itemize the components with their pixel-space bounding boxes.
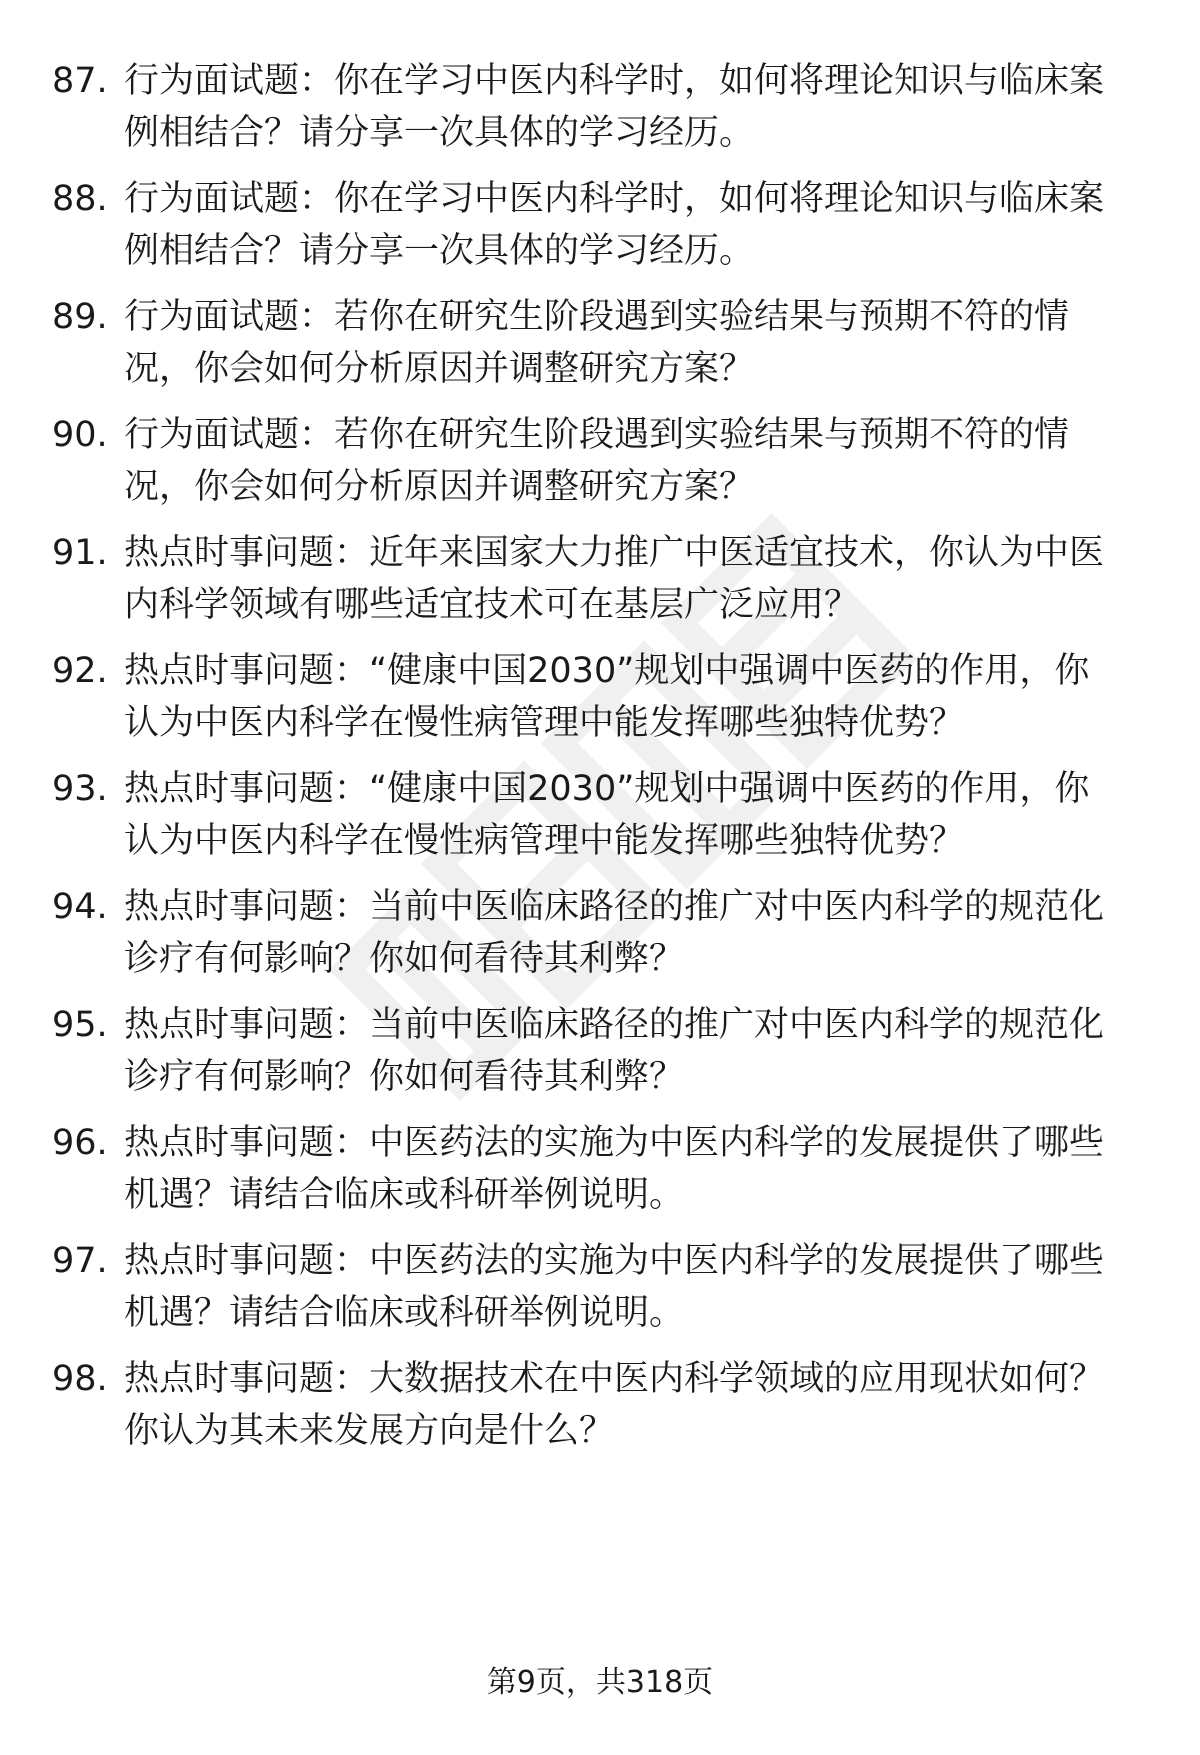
question-text-line: 况，你会如何分析原因并调整研究方案？ [124,467,755,507]
question-number: 95. [52,1005,108,1045]
question-text-line: 诊疗有何影响？你如何看待其利弊？ [124,939,685,979]
question-text-line: 内科学领域有哪些适宜技术可在基层广泛应用？ [124,585,860,625]
question-text [124,1235,1134,1339]
question-text [124,999,1134,1103]
question-text [124,173,1134,277]
question-text-line: 机遇？请结合临床或科研举例说明。 [124,1293,685,1333]
question-text-line: 认为中医内科学在慢性病管理中能发挥哪些独特优势？ [124,703,965,743]
question-text-line: 诊疗有何影响？你如何看待其利弊？ [124,1057,685,1097]
question-text-line: 行为面试题：若你在研究生阶段遇到实验结果与预期不符的情 [124,415,1070,455]
question-text-line: 你认为其未来发展方向是什么？ [124,1411,615,1451]
question-number: 88. [52,179,108,219]
question-text [124,763,1134,867]
question-text [124,1353,1134,1457]
question-text-line: 例相结合？请分享一次具体的学习经历。 [124,113,755,153]
question-number: 90. [52,415,108,455]
question-number: 98. [52,1359,108,1399]
question-text-line: 热点时事问题：中医药法的实施为中医内科学的发展提供了哪些 [124,1241,1105,1281]
question-number: 96. [52,1123,108,1163]
question-text-line: 热点时事问题：近年来国家大力推广中医适宜技术，你认为中医 [124,533,1105,573]
question-text-line: 认为中医内科学在慢性病管理中能发挥哪些独特优势？ [124,821,965,861]
question-text-line: 行为面试题：若你在研究生阶段遇到实验结果与预期不符的情 [124,297,1070,337]
question-text-line: 机遇？请结合临床或科研举例说明。 [124,1175,685,1215]
question-number: 87. [52,61,108,101]
question-text-line: 例相结合？请分享一次具体的学习经历。 [124,231,755,271]
question-text-line: 热点时事问题：当前中医临床路径的推广对中医内科学的规范化 [124,1005,1105,1045]
question-text [124,645,1134,749]
question-number: 92. [52,651,108,691]
question-text-line: 热点时事问题：当前中医临床路径的推广对中医内科学的规范化 [124,887,1105,927]
question-number: 94. [52,887,108,927]
question-number: 93. [52,769,108,809]
question-text [124,291,1134,395]
question-text-line: 况，你会如何分析原因并调整研究方案？ [124,349,755,389]
question-text-line: 热点时事问题：大数据技术在中医内科学领域的应用现状如何？ [124,1359,1105,1399]
question-text-line: 热点时事问题：“健康中国2030”规划中强调中医药的作用，你 [124,651,1090,691]
question-text-line: 热点时事问题：中医药法的实施为中医内科学的发展提供了哪些 [124,1123,1105,1163]
question-text-line: 热点时事问题：“健康中国2030”规划中强调中医药的作用，你 [124,769,1090,809]
question-number: 97. [52,1241,108,1281]
question-number: 89. [52,297,108,337]
question-text-line: 行为面试题：你在学习中医内科学时，如何将理论知识与临床案 [124,179,1105,219]
question-text-line: 行为面试题：你在学习中医内科学时，如何将理论知识与临床案 [124,61,1105,101]
question-text [124,881,1134,985]
question-text [124,1117,1134,1221]
page-number-footer: 第9页，共318页 [486,1665,714,1700]
question-text [124,527,1134,631]
question-text [124,409,1134,513]
question-number: 91. [52,533,108,573]
question-text [124,55,1134,159]
